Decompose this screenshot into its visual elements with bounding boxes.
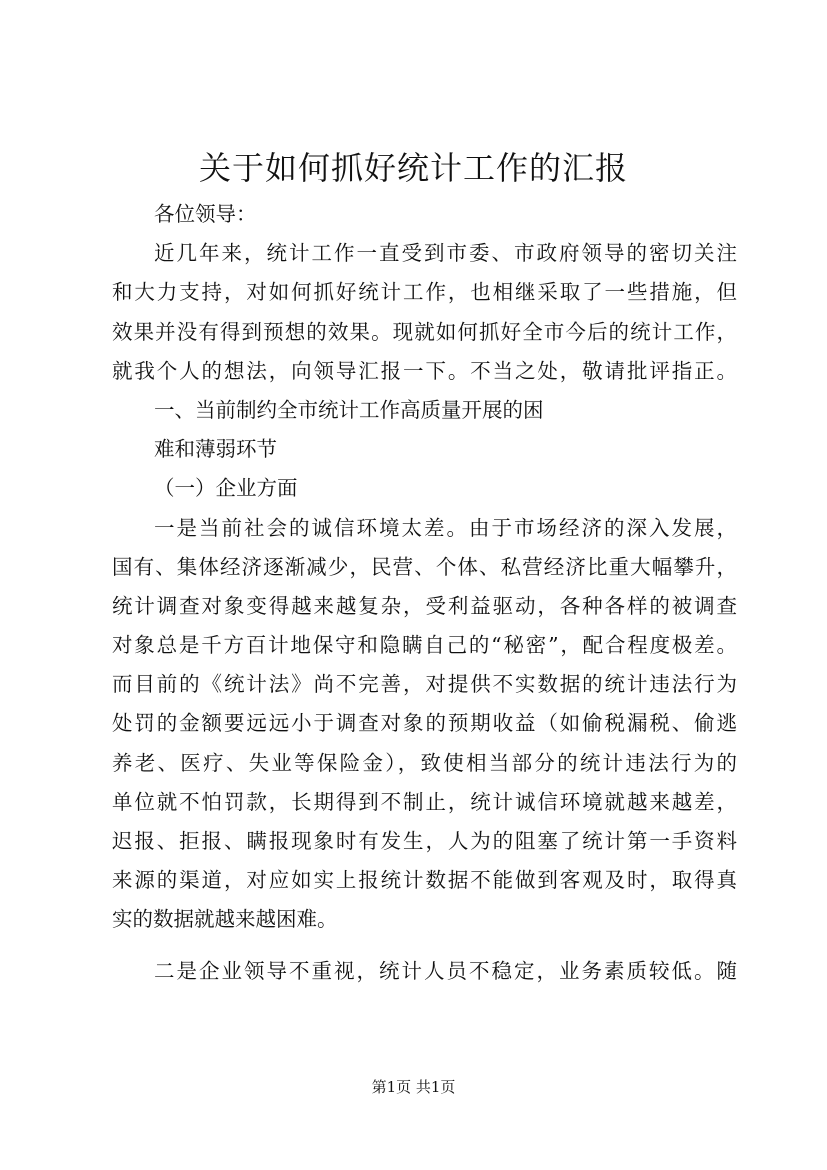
paragraph-line: 近几年来，统计工作一直受到市委、市政府领导的密切关注 — [154, 241, 737, 266]
section-heading-line: 难和薄弱环节 — [154, 437, 277, 462]
section-heading-line: 一、当前制约全市统计工作高质量开展的困 — [154, 397, 544, 422]
paragraph-line: 二是企业领导不重视，统计人员不稳定，业务素质较低。随 — [154, 958, 737, 983]
paragraph-line: 而目前的《统计法》尚不完善，对提供不实数据的统计违法行为 — [112, 672, 737, 697]
paragraph-line: 迟报、拒报、瞒报现象时有发生，人为的阻塞了统计第一手资料 — [112, 829, 737, 853]
page-footer: 第1页 共1页 — [371, 1078, 456, 1096]
paragraph-line: 实的数据就越来越困难。 — [112, 907, 338, 932]
paragraph-gap — [112, 940, 737, 952]
paragraph-line: 养老、医疗、失业等保险金），致使相当部分的统计违法行为的 — [112, 750, 737, 775]
paragraph-line: 国有、集体经济逐渐减少，民营、个体、私营经济比重大幅攀升， — [112, 554, 737, 579]
paragraph-line: 统计调查对象变得越来越复杂，受利益驱动，各种各样的被调查 — [112, 593, 737, 618]
paragraph-line: 处罚的金额要远远小于调查对象的预期收益（如偷税漏税、偷逃 — [112, 711, 737, 736]
paragraph-line: 一是当前社会的诚信环境太差。由于市场经济的深入发展， — [154, 515, 737, 540]
paragraph-line: 对象总是千方百计地保守和隐瞒自己的“秘密”，配合程度极差。 — [112, 633, 737, 658]
salutation-line: 各位领导： — [154, 202, 257, 226]
paragraph-line: 单位就不怕罚款，长期得到不制止，统计诚信环境就越来越差， — [112, 789, 737, 814]
document-title: 关于如何抓好统计工作的汇报 — [198, 149, 628, 187]
paragraph-line: 和大力支持，对如何抓好统计工作，也相继采取了一些措施，但 — [112, 280, 737, 305]
subsection-heading: （一）企业方面 — [154, 476, 298, 501]
document-body — [112, 195, 737, 991]
paragraph-line: 来源的渠道，对应如实上报统计数据不能做到客观及时，取得真 — [112, 868, 737, 893]
paragraph-line: 效果并没有得到预想的效果。现就如何抓好全市今后的统计工作， — [112, 319, 737, 344]
paragraph-line: 就我个人的想法，向领导汇报一下。不当之处，敬请批评指正。 — [112, 358, 737, 383]
